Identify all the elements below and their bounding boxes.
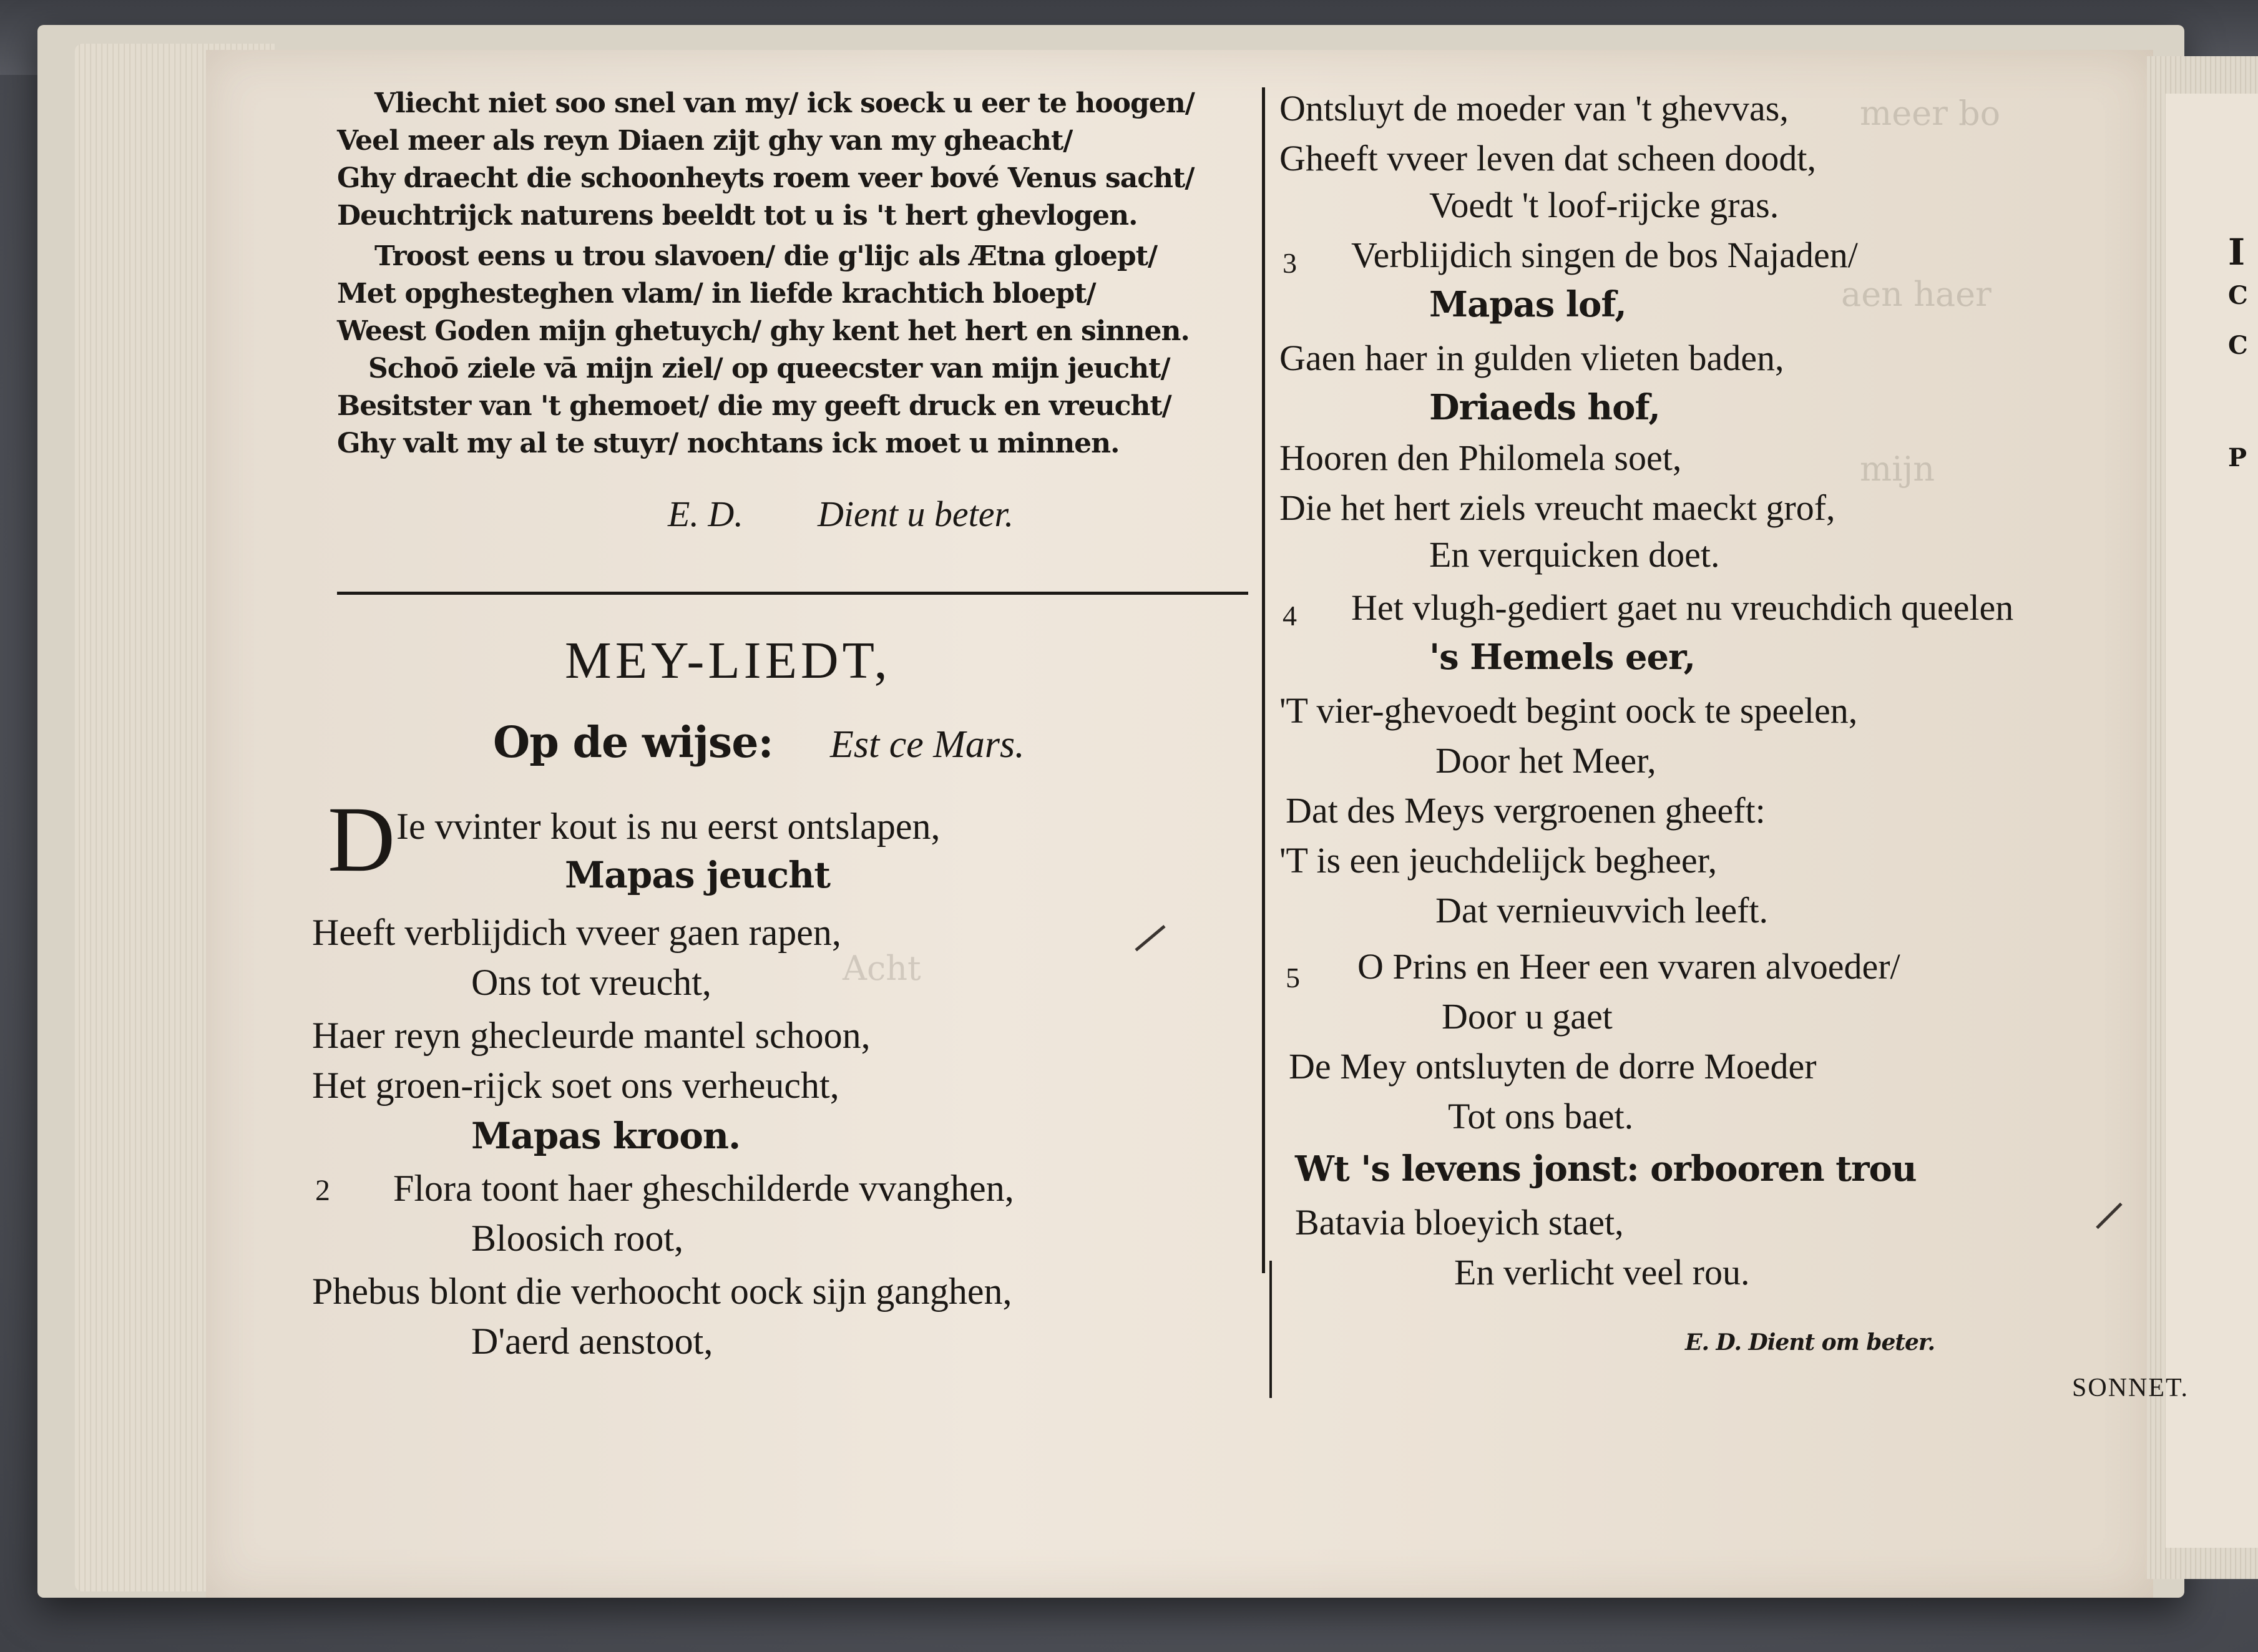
stanza-line: Het groen-rijck soet ons verheucht, [312, 1065, 839, 1106]
stanza-line: Tot ons baet. [1448, 1096, 1634, 1136]
stanza-line: 'T vier-ghevoedt begint oock te speelen, [1279, 690, 1858, 731]
stanza-line: Het vlugh-gediert gaet nu vreuchdich queelen [1351, 587, 2014, 628]
stanza-line: Dat vernieuvvich leeft. [1435, 890, 1769, 931]
stanza-line: Gheeft vveer leven dat scheen doodt, [1279, 138, 1816, 178]
stanza-line: 'T is een jeuchdelijck begheer, [1279, 840, 1718, 881]
stanza-line: En verlicht veel rou. [1454, 1252, 1750, 1293]
adjacent-page-glyph: C [2228, 281, 2248, 310]
catchword: SONNET. [2072, 1374, 2189, 1402]
poem-line: Veel meer als reyn Diaen zijt ghy van my gheacht/ [337, 125, 1073, 157]
stanza-line: De Mey ontsluyten de dorre Moeder [1289, 1046, 1817, 1087]
stanza-line: Hooren den Philomela soet, [1279, 437, 1682, 478]
stanza-line: Phebus blont die verhoocht oock sijn ganghen, [312, 1271, 1012, 1312]
stanza-line: Wt 's levens jonst: orbooren trou [1295, 1148, 1917, 1190]
column-rule [1262, 87, 1265, 1273]
stanza-number: 5 [1286, 962, 1300, 994]
tune-name: Est ce Mars. [830, 723, 1025, 766]
stanza-line: D'aerd aenstoot, [471, 1321, 713, 1362]
poem-line: Weest Goden mijn ghetuych/ ghy kent het hert en sinnen. [337, 315, 1190, 347]
stanza-line: Heeft verblijdich vveer gaen rapen, [312, 912, 841, 953]
adjacent-page [2166, 94, 2258, 1548]
stanza-line: Ie vvinter kout is nu eerst ontslapen, [396, 806, 941, 847]
stanza-line: Verblijdich singen de bos Najaden/ [1351, 235, 1858, 275]
stanza-line: Mapas lof, [1429, 284, 1626, 325]
stanza-line: En verquicken doet. [1429, 534, 1720, 575]
adjacent-page-glyph: I [2228, 231, 2246, 273]
stanza-line: Door het Meer, [1435, 740, 1656, 781]
poem-line: Ghy valt my al te stuyr/ nochtans ick moet u minnen. [337, 428, 1120, 459]
show-through-text: meer bo [1860, 94, 2001, 133]
drop-cap: D [328, 788, 396, 891]
tune-prefix: Op de wijse: [493, 718, 773, 768]
poem-line: Troost eens u trou slavoen/ die g'lijc als Ætna gloept/ [374, 240, 1158, 272]
stanza-number: 2 [315, 1174, 330, 1207]
stanza-line: Bloosich root, [471, 1218, 683, 1259]
stanza-line: Haer reyn ghecleurde mantel schoon, [312, 1015, 871, 1056]
signature: E. D. Dient om beter. [1685, 1329, 1935, 1356]
poem-line: Deuchtrijck naturens beeldt tot u is 't hert ghevlogen. [337, 200, 1138, 232]
stanza-number: 3 [1283, 247, 1297, 279]
stanza-line: Die het hert ziels vreucht maeckt grof, [1279, 487, 1835, 528]
stanza-line: Ontsluyt de moeder van 't ghevvas, [1279, 88, 1789, 129]
stanza-line: Batavia bloeyich staet, [1295, 1202, 1624, 1243]
song-title: MEY-LIEDT, [565, 632, 891, 690]
poem-line: Vliecht niet soo snel van my/ ick soeck u eer te hoogen/ [374, 87, 1195, 119]
stanza-line: Mapas kroon. [471, 1115, 741, 1157]
poem-line: Met opghesteghen vlam/ in liefde krachtich bloept/ [337, 278, 1096, 310]
stanza-line: Door u gaet [1442, 996, 1613, 1037]
stanza-line: Dat des Meys vergroenen gheeft: [1286, 790, 1766, 831]
adjacent-page-glyph: P [2228, 443, 2247, 472]
stanza-line: Ons tot vreucht, [471, 962, 711, 1003]
column-rule [1269, 1261, 1272, 1398]
stanza-line: O Prins en Heer een vvaren alvoeder/ [1357, 946, 1900, 987]
stanza-line: 's Hemels eer, [1429, 637, 1696, 678]
stanza-line: Voedt 't loof-rijcke gras. [1429, 185, 1779, 225]
stanza-line: Driaeds hof, [1429, 387, 1660, 428]
show-through-text: mijn [1860, 449, 1935, 489]
stanza-line: Mapas jeucht [565, 854, 831, 896]
poem-line: Schoō ziele vā mijn ziel/ op queecster van mijn jeucht/ [368, 353, 1170, 384]
poem-line: Ghy draecht die schoonheyts roem veer bové Venus sacht/ [337, 162, 1195, 194]
stanza-number: 4 [1283, 600, 1297, 632]
stanza-line: Gaen haer in gulden vlieten baden, [1279, 338, 1784, 378]
show-through-text: Acht [843, 949, 921, 988]
poem-line: Besitster van 't ghemoet/ die my geeft druck en vreucht/ [337, 390, 1171, 422]
adjacent-page-glyph: C [2228, 331, 2248, 360]
signature-initials: E. D. [668, 494, 743, 534]
stanza-line: Flora toont haer gheschilderde vvanghen, [393, 1168, 1014, 1209]
show-through-text: aen haer [1841, 275, 1992, 314]
section-rule [337, 592, 1248, 595]
signature-motto: Dient u beter. [818, 494, 1014, 534]
